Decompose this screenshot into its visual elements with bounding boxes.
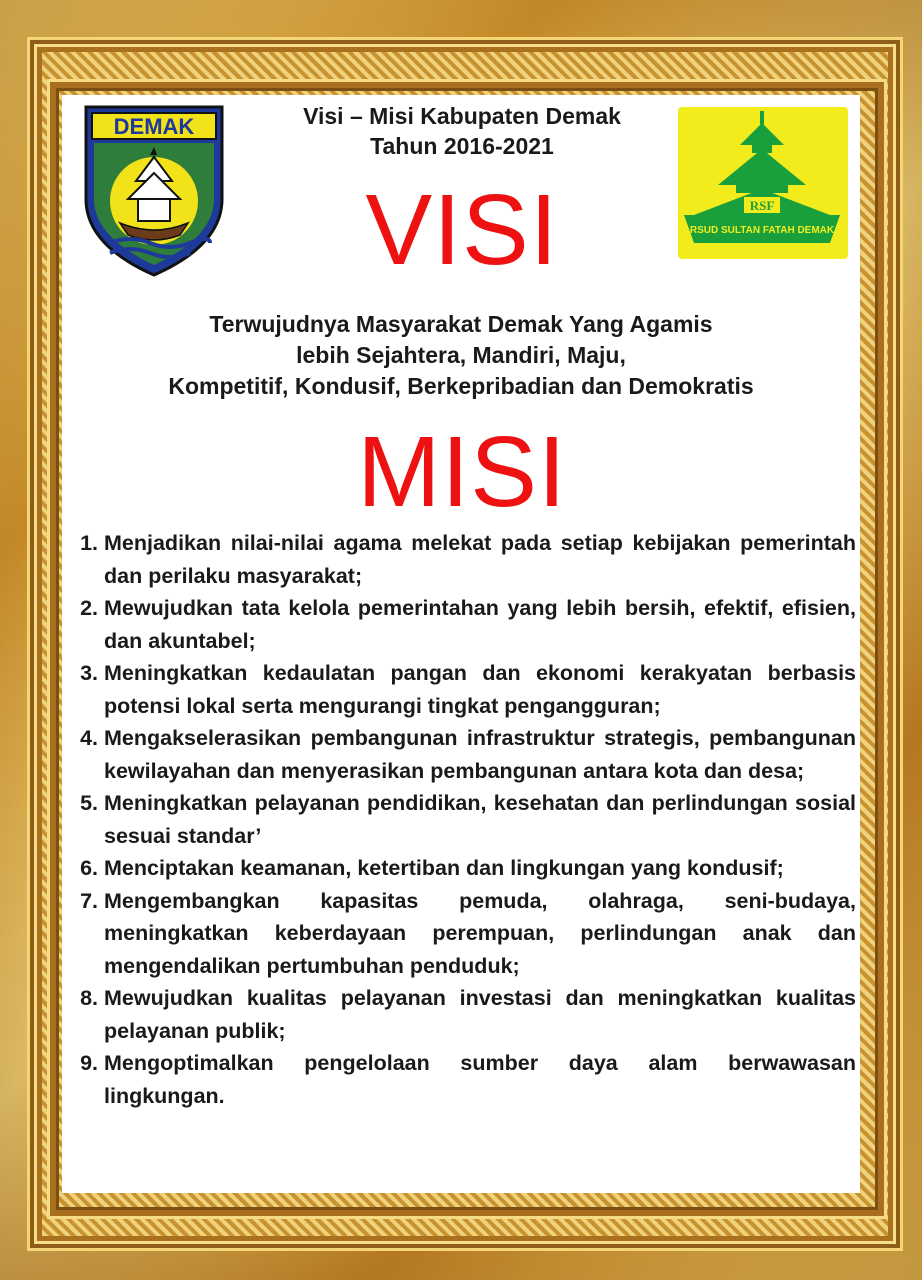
misi-text: Mengembangkan kapasitas pemuda, olahraga, seni-budaya, meningkatkan keberdayaan perempuan, perlindungan anak dan mengendalikan pertumbuhan penduduk; [104,888,856,978]
logo-demak-text: DEMAK [113,114,195,139]
misi-number: 4. [80,726,98,750]
misi-item [68,1047,856,1112]
misi-number: 9. [80,1051,98,1075]
visi-line: Kompetitif, Kondusif, Berkepribadian dan Demokratis [168,373,754,399]
visi-heading: VISI [365,174,559,286]
misi-item [68,885,856,983]
misi-number: 3. [80,661,98,685]
misi-item [68,527,856,592]
header-title-line-1: Visi – Misi Kabupaten Demak [303,103,621,129]
misi-item [68,982,856,1047]
misi-text: Mewujudkan kualitas pelayanan investasi dan meningkatkan kualitas pelayanan publik; [104,986,856,1043]
misi-number: 7. [80,888,98,913]
demak-coat-of-arms-icon [80,103,228,279]
visi-line: Terwujudnya Masyarakat Demak Yang Agamis [209,311,713,337]
misi-number: 2. [80,596,98,620]
misi-text: Mewujudkan tata kelola pemerintahan yang lebih bersih, efektif, efisien, dan akuntabel; [104,596,856,653]
misi-number: 1. [80,531,98,555]
misi-heading: MISI [357,416,567,528]
misi-text: Meningkatkan pelayanan pendidikan, kesehatan dan perlindungan sosial sesuai standar’ [104,791,856,848]
misi-text: Meningkatkan kedaulatan pangan dan ekonomi kerakyatan berbasis potensi lokal serta mengurangi tingkat pengangguran; [104,661,856,718]
misi-item [68,722,856,787]
misi-item [68,592,856,657]
header-title-line-2: Tahun 2016-2021 [370,133,554,159]
misi-list [68,527,856,1112]
poster-paper [62,95,860,1193]
misi-item [68,787,856,852]
misi-item [68,852,856,885]
misi-text: Menciptakan keamanan, ketertiban dan lingkungan yang kondusif; [104,856,784,880]
visi-statement [82,309,840,402]
misi-item [68,657,856,722]
visi-line: lebih Sejahtera, Mandiri, Maju, [296,342,626,368]
misi-number: 6. [80,856,98,880]
misi-text: Mengakselerasikan pembangunan infrastruktur strategis, pembangunan kewilayahan dan menyerasikan pembangunan antara kota dan desa; [104,726,856,783]
logo-rsf-text: RSF [749,198,775,213]
misi-number: 8. [80,986,98,1010]
logo-rsf-caption: RSUD SULTAN FATAH DEMAK [689,225,835,236]
misi-number: 5. [80,791,98,815]
misi-text: Mengoptimalkan pengelolaan sumber daya alam berwawasan lingkungan. [104,1051,856,1108]
misi-text: Menjadikan nilai-nilai agama melekat pada setiap kebijakan pemerintah dan perilaku masyarakat; [104,531,856,588]
